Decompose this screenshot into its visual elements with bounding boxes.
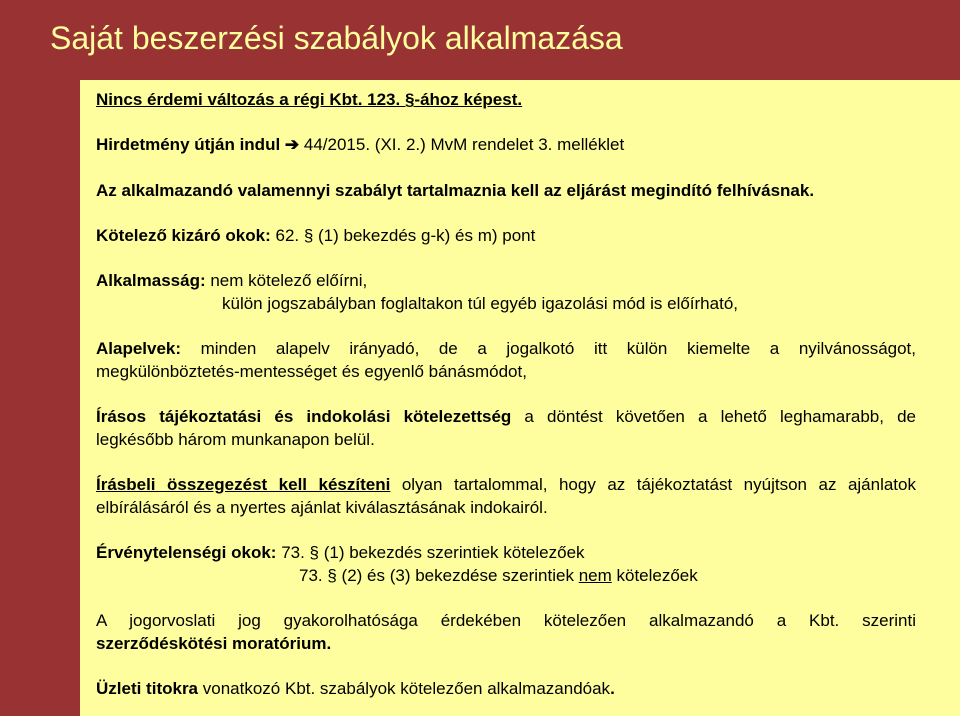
line-rules: Az alkalmazandó valamennyi szabályt tartalmaznia kell az eljárást megindító felhívásnak.: [96, 181, 815, 200]
exclusion-label: Kötelező kizáró okok:: [96, 226, 271, 245]
trade-secret-label: Üzleti titokra: [96, 679, 199, 698]
line-moratorium: szerződéskötési moratórium.: [96, 634, 332, 653]
line-summary-cont: elbírálásáról és a nyertes ajánlat kiválasztásának indokairól.: [96, 498, 548, 517]
line-exclusion: [96, 224, 535, 247]
line-suitability: [96, 269, 367, 292]
invalidity-cont-not: nem: [578, 566, 612, 585]
line-summary: [96, 473, 916, 496]
line-invalidity: [96, 541, 585, 564]
notice-label: Hirdetmény útján indul: [96, 135, 285, 154]
line-trade-secret: [96, 677, 615, 700]
line-principles: [96, 337, 916, 360]
info-duty-rest: a döntést követően a lehető leghamarabb, de: [511, 407, 916, 426]
line-invalidity-cont: [96, 564, 698, 587]
line-notice: [96, 133, 624, 156]
invalidity-cont-a: 73. § (2) és (3) bekezdése szerintiek: [299, 566, 579, 585]
line-no-change: Nincs érdemi változás a régi Kbt. 123. §-ához képest.: [96, 90, 523, 109]
line-suitability-cont: külön jogszabályban foglaltakon túl egyéb igazolási mód is előírható,: [222, 294, 738, 313]
notice-rest: 44/2015. (XI. 2.) MvM rendelet 3. melléklet: [299, 135, 625, 154]
invalidity-label: Érvénytelenségi okok:: [96, 543, 277, 562]
arrow-right-icon: ➔: [284, 135, 300, 154]
invalidity-rest: 73. § (1) bekezdés szerintiek kötelezőek: [276, 543, 585, 562]
summary-rest: olyan tartalommal, hogy az tájékoztatást nyújtson az ajánlatok: [390, 475, 916, 494]
suitability-rest: nem kötelező előírni,: [205, 271, 368, 290]
info-duty-label: Írásos tájékoztatási és indokolási kötelezettség: [96, 407, 512, 426]
trade-secret-dot: .: [610, 679, 615, 698]
left-accent-bar: [0, 0, 80, 716]
principles-label: Alapelvek:: [96, 339, 182, 358]
exclusion-rest: 62. § (1) bekezdés g-k) és m) pont: [270, 226, 536, 245]
trade-secret-rest: vonatkozó Kbt. szabályok kötelezően alkalmazandóak: [198, 679, 611, 698]
page-title: Saját beszerzési szabályok alkalmazása: [50, 20, 623, 56]
invalidity-cont-c: kötelezőek: [611, 566, 698, 585]
principles-rest: minden alapelv irányadó, de a jogalkotó itt külön kiemelte a nyilvánosságot,: [181, 339, 916, 358]
line-remedy: A jogorvoslati jog gyakorolhatósága érdekében kötelezően alkalmazandó a Kbt. szerinti: [96, 611, 916, 630]
summary-label: Írásbeli összegezést kell készíteni: [96, 475, 391, 494]
line-info-duty-cont: legkésőbb három munkanapon belül.: [96, 430, 375, 449]
line-principles-cont: megkülönböztetés-mentességet és egyenlő bánásmódot,: [96, 362, 527, 381]
line-info-duty: [96, 405, 916, 428]
suitability-label: Alkalmasság:: [96, 271, 206, 290]
